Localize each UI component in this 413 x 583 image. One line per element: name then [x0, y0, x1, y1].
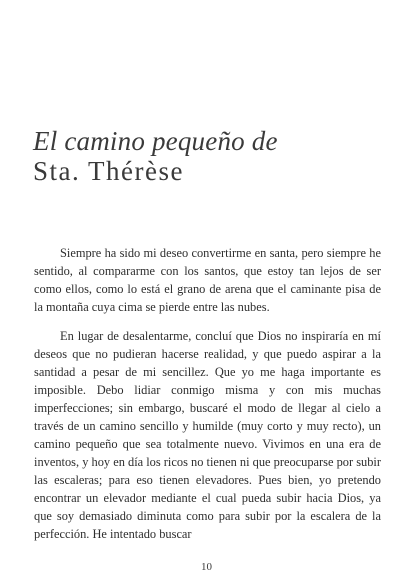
chapter-title [33, 126, 393, 186]
page-number: 10 [201, 561, 212, 573]
paragraph-1: Siempre ha sido mi deseo convertirme en santa, pero siempre he sentido, al compararme con los santos, que estoy tan lejos de ser como ellos, como lo está el grano de arena que el caminante pisa de la montaña cuya cima se pierde entre las nubes. [34, 246, 381, 314]
body-text [34, 244, 381, 554]
paragraph-2: En lugar de desalentarme, concluí que Dios no inspiraría en mí deseos que no pudieran hacerse realidad, y que puedo aspirar a la santidad a pesar de mi sencillez. Que yo me haga importante es imposible. Debo lidiar conmigo misma y con mis muchas imperfecciones; sin embargo, buscaré el modo de llegar al cielo a través de un camino sencillo y humilde (muy corto y muy recto), un camino pequeño que sea totalmente nuevo. Vivimos en una era de inventos, y hoy en día los ricos no tienen ni que preocuparse por subir las escaleras; para eso tienen elevadores. Pues bien, yo pretendo encontrar un elevador mediante el cual pueda subir hacia Dios, ya que soy demasiado diminuta como para subir por la escalera de la perfección. He intentado buscar [34, 329, 381, 541]
chapter-title-line-1: El camino pequeño de [33, 126, 278, 156]
chapter-title-line-2: Sta. Thérèse [33, 156, 184, 186]
